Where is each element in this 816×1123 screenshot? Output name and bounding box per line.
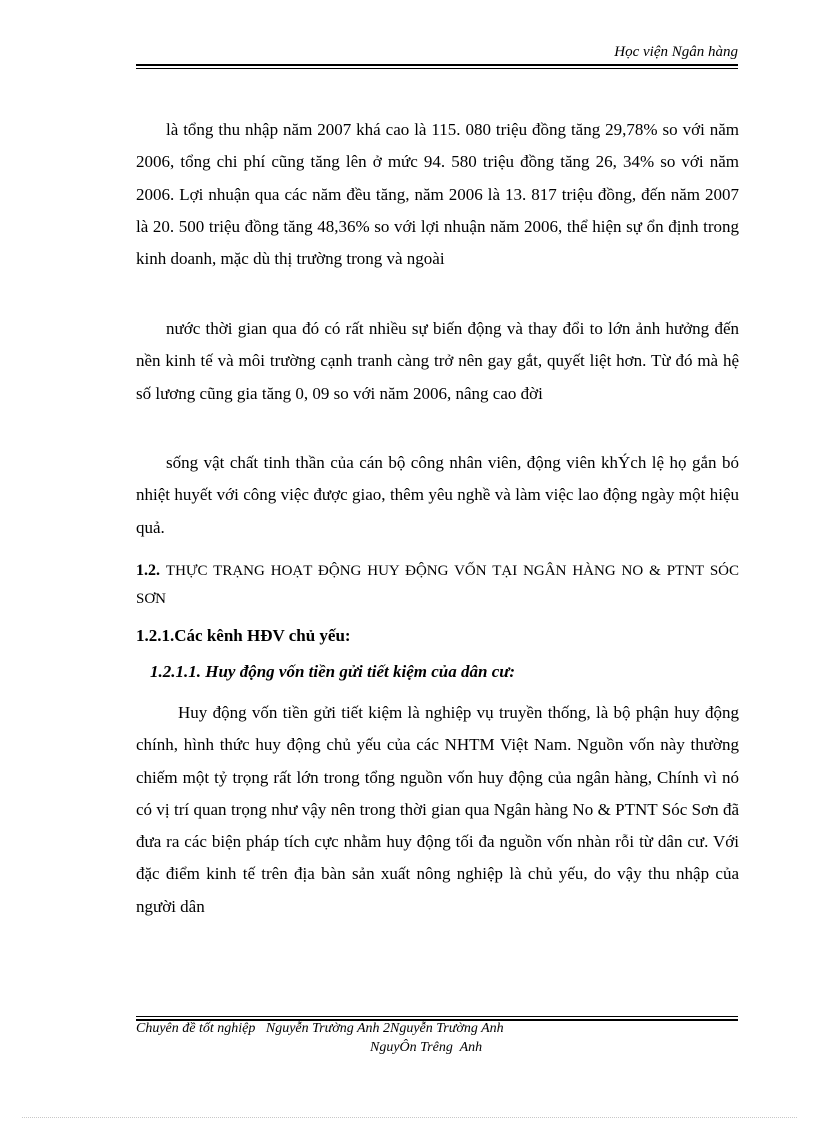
section-number-1-2: 1.2. [136,562,160,579]
paragraph-savings-deposits-text: Huy động vốn tiền gửi tiết kiệm là nghiệp vụ truyền thống, là bộ phận huy động chính, hình thức huy động chủ yếu của các NHTM Việt Nam. Nguồn vốn này thường chiếm một tỷ trọng rất lớn trong tổng nguồn vốn huy động của ngân hàng, Chính vì nó có vị trí quan trọng như vậy nên trong thời gian qua Ngân hàng No & PTNT Sóc Sơn đã đưa ra các biện pháp tích cực nhằm huy động tối đa nguồn vốn nhàn rỗi từ dân cư. Với đặc điểm kinh tế trên địa bàn sản xuất nông nghiệp là chủ yếu, do vậy thu nhập của người dân [136,703,739,916]
paragraph-market-changes-text: nước thời gian qua đó có rất nhiều sự biến động và thay đổi to lớn ảnh hưởng đến nền kinh tế và môi trường cạnh tranh càng trở nên gay gắt, quyết liệt hơn. Từ đó mà hệ số lương cũng gia tăng 0, 09 so với năm 2006, nâng cao đời [136,319,739,403]
footer-author-line-2: NguyÔn Trêng Anh [370,1040,483,1055]
section-title-1-2: THỰC TRẠNG HOẠT ĐỘNG HUY ĐỘNG VỐN TẠI NGÂN HÀNG NO & PTNT SÓC SƠN [136,563,739,607]
paragraph-staff-life [136,447,739,544]
header-title: Học viện Ngân hàng [614,44,738,60]
header-rule-thick [136,64,738,66]
page-bottom-dotted-border [22,1117,797,1118]
header-rule-thin [136,68,738,69]
paragraph-market-changes [136,313,739,410]
section-heading-1-2-1: 1.2.1.Các kênh HĐV chủ yếu: [136,626,351,645]
paragraph-savings-deposits [136,697,739,923]
section-heading-1-2-1-1: 1.2.1.1. Huy động vốn tiền gửi tiết kiệm của dân cư: [150,662,516,681]
footer-rule-thin [136,1016,738,1017]
section-heading-1-2 [136,557,739,613]
paragraph-profit-summary-text: là tổng thu nhập năm 2007 khá cao là 115. 080 triệu đồng tăng 29,78% so với năm 2006, tổng chi phí cũng tăng lên ở mức 94. 580 triệu đồng tăng 26, 34% so với năm 2006. Lợi nhuận qua các năm đều tăng, năm 2006 là 13. 817 triệu đồng, đến năm 2007 là 20. 500 triệu đồng tăng 48,36% so với lợi nhuận năm 2006, thể hiện sự ổn định trong kinh doanh, mặc dù thị trường trong và ngoài [136,120,739,269]
footer-author-line: Chuyên đề tốt nghiệp Nguyễn Trường Anh 2Nguyễn Trường Anh [136,1021,504,1036]
paragraph-staff-life-text: sống vật chất tinh thần của cán bộ công nhân viên, động viên khÝch lệ họ gắn bó nhiệt huyết với công việc được giao, thêm yêu nghề và làm việc lao động ngày một hiệu quả. [136,453,739,537]
paragraph-profit-summary [136,114,739,275]
